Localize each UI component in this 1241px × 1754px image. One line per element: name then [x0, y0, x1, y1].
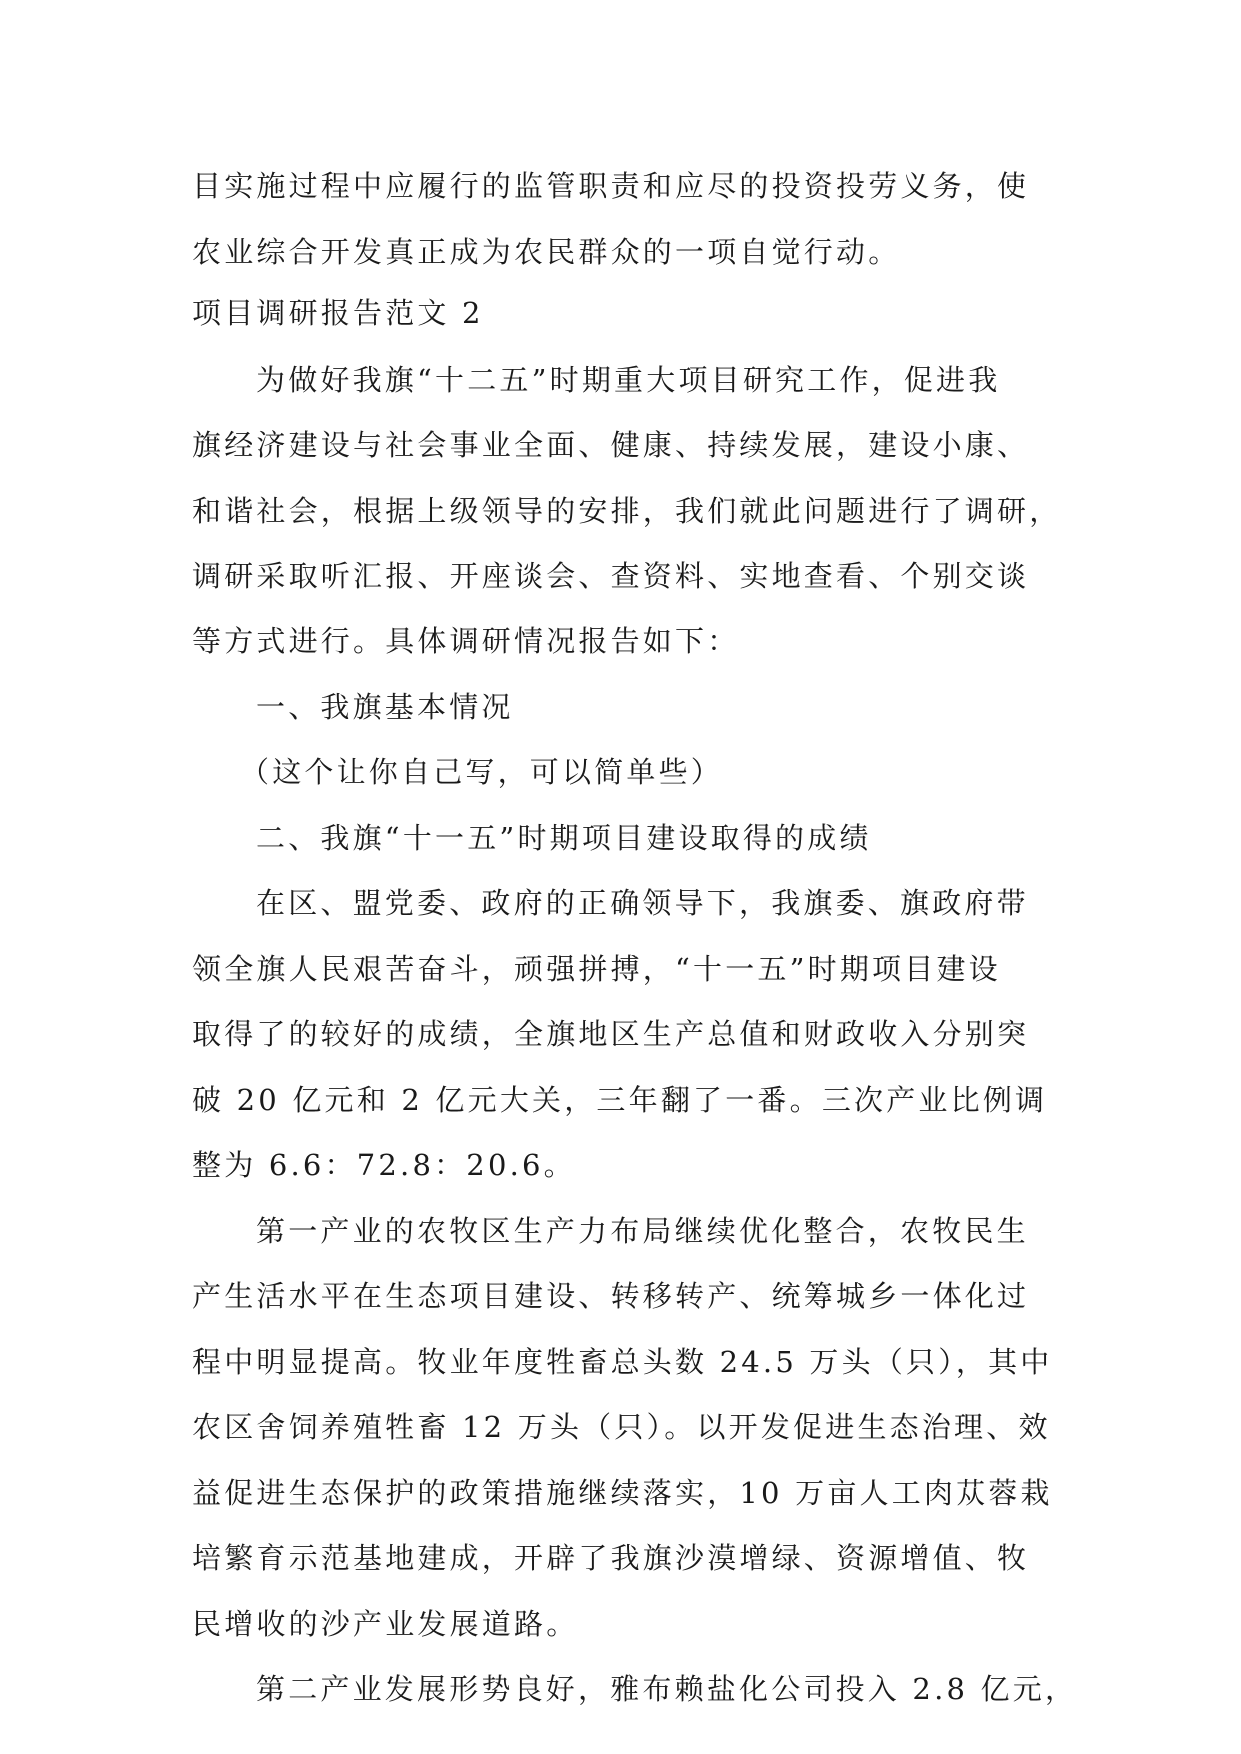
- body-text-line: 调研采取听汇报、开座谈会、查资料、实地查看、个别交谈: [192, 559, 1030, 593]
- body-text-line: 益促进生态保护的政策措施继续落实，10 万亩人工肉苁蓉栽: [192, 1476, 1053, 1510]
- paragraph-first-line: 为做好我旗“十二五”时期重大项目研究工作，促进我: [256, 363, 1001, 397]
- note-text: （这个让你自己写，可以简单些）: [240, 755, 724, 789]
- body-text-line: 领全旗人民艰苦奋斗，顽强拼搏，“十一五”时期项目建设: [192, 952, 1001, 986]
- body-text-line: 破 20 亿元和 2 亿元大关，三年翻了一番。三次产业比例调: [192, 1083, 1048, 1117]
- body-text-line: 目实施过程中应履行的监管职责和应尽的投资投劳义务，使: [192, 169, 1030, 203]
- body-text-line: 整为 6.6：72.8：20.6。: [192, 1148, 576, 1182]
- body-text-line: 培繁育示范基地建成，开辟了我旗沙漠增绿、资源增值、牧: [192, 1541, 1030, 1575]
- body-text-line: 产生活水平在生态项目建设、转移转产、统筹城乡一体化过: [192, 1279, 1030, 1313]
- subheading-achievements: 二、我旗“十一五”时期项目建设取得的成绩: [256, 821, 872, 855]
- body-text-line: 程中明显提高。牧业年度牲畜总头数 24.5 万头（只），其中: [192, 1345, 1053, 1379]
- body-text-line: 取得了的较好的成绩，全旗地区生产总值和财政收入分别突: [192, 1017, 1030, 1051]
- body-text-line: 农区舍饲养殖牲畜 12 万头（只）。以开发促进生态治理、效: [192, 1410, 1051, 1444]
- body-text-line: 民增收的沙产业发展道路。: [192, 1607, 579, 1641]
- section-heading: 项目调研报告范文 2: [192, 296, 484, 330]
- paragraph-first-line: 第二产业发展形势良好，雅布赖盐化公司投入 2.8 亿元，: [256, 1672, 1078, 1706]
- subheading-basic-info: 一、我旗基本情况: [256, 690, 514, 724]
- body-text-line: 旗经济建设与社会事业全面、健康、持续发展，建设小康、: [192, 428, 1030, 462]
- paragraph-first-line: 第一产业的农牧区生产力布局继续优化整合，农牧民生: [256, 1214, 1029, 1248]
- body-text-line: 等方式进行。具体调研情况报告如下：: [192, 624, 740, 658]
- body-text-line: 和谐社会，根据上级领导的安排，我们就此问题进行了调研，: [192, 494, 1062, 528]
- body-text-line: 农业综合开发真正成为农民群众的一项自觉行动。: [192, 235, 901, 269]
- paragraph-first-line: 在区、盟党委、政府的正确领导下，我旗委、旗政府带: [256, 886, 1029, 920]
